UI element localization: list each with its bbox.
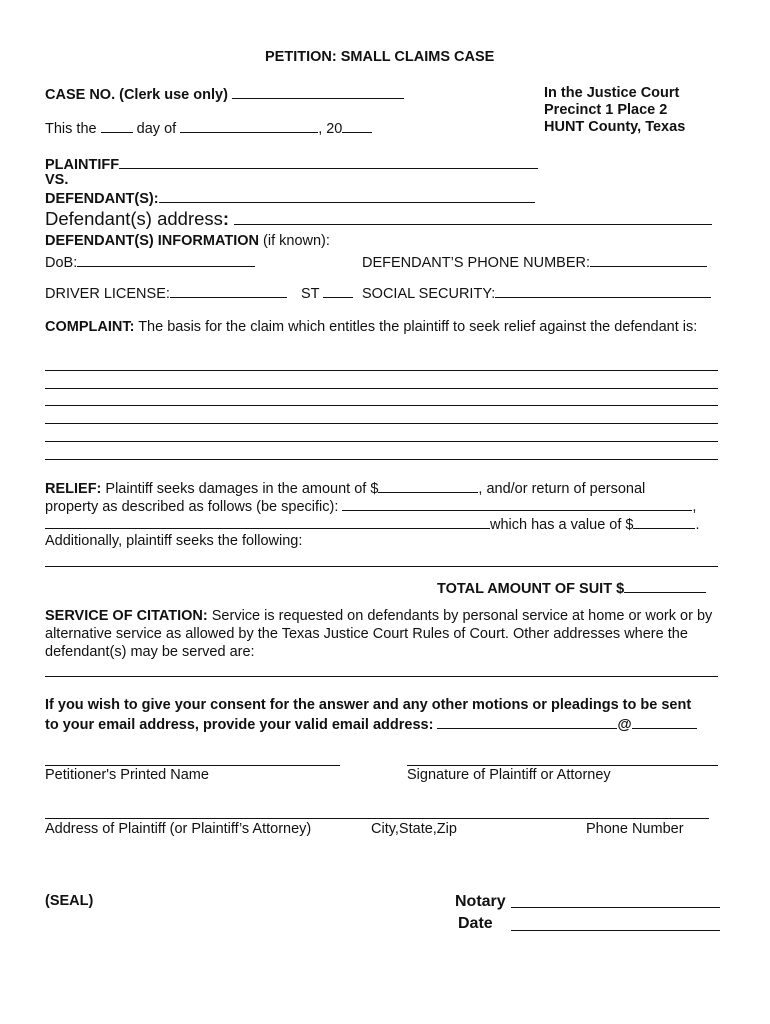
total-amount-field[interactable] bbox=[624, 579, 706, 593]
phone-line bbox=[362, 253, 707, 272]
this-the-label: This the bbox=[45, 121, 97, 137]
ssn-line bbox=[362, 284, 711, 303]
defendant-info-heading: DEFENDANT(S) INFORMATION (if known): bbox=[45, 233, 330, 249]
complaint-text: The basis for the claim which entitles the plaintiff to seek relief against the defendant is: bbox=[134, 319, 698, 335]
printed-name-label: Petitioner's Printed Name bbox=[45, 767, 209, 783]
vs-label: VS. bbox=[45, 172, 69, 188]
court-line-3: HUNT County, Texas bbox=[544, 119, 686, 135]
day-of-label: day of bbox=[136, 121, 177, 137]
defendants-label: DEFENDANT(S): bbox=[45, 191, 159, 207]
day-field[interactable] bbox=[101, 119, 133, 133]
phone-field[interactable] bbox=[590, 253, 707, 267]
complaint-line-1[interactable] bbox=[45, 370, 718, 371]
service-label: SERVICE OF CITATION: bbox=[45, 608, 208, 624]
license-line bbox=[45, 284, 287, 303]
ssn-field[interactable] bbox=[495, 284, 711, 298]
date-label: Date bbox=[458, 915, 493, 932]
dob-field[interactable] bbox=[77, 253, 255, 267]
damages-amount-field[interactable] bbox=[378, 479, 478, 493]
court-line-1: In the Justice Court bbox=[544, 85, 680, 101]
complaint-line-4[interactable] bbox=[45, 423, 718, 424]
notary-field[interactable] bbox=[511, 907, 720, 908]
defendant-address-line: Defendant(s) address: bbox=[45, 207, 712, 230]
service-text: Service is requested on defendants by personal service at home or work or by alternative service as allowed by the Texas Justice Court Rules of Court. Other addresses where the defendant(s) may be served are: bbox=[45, 608, 713, 660]
signature-line[interactable] bbox=[407, 765, 718, 766]
page-title: PETITION: SMALL CLAIMS CASE bbox=[265, 49, 495, 65]
relief-line-3: which has a value of $ . bbox=[45, 515, 700, 534]
relief-line-2: property as described as follows (be specific): , bbox=[45, 499, 697, 515]
dob-line bbox=[45, 253, 255, 272]
defendant-address-label: Defendant(s) address bbox=[45, 208, 223, 229]
complaint-paragraph bbox=[45, 318, 725, 336]
ssn-label: SOCIAL SECURITY: bbox=[362, 286, 496, 302]
plaintiff-field[interactable] bbox=[119, 155, 538, 169]
month-field[interactable] bbox=[180, 119, 318, 133]
dob-label: DoB: bbox=[45, 255, 78, 271]
st-field[interactable] bbox=[323, 284, 353, 298]
phone-label: DEFENDANT’S PHONE NUMBER: bbox=[362, 255, 590, 271]
additional-relief-line[interactable] bbox=[45, 566, 718, 567]
city-state-zip-label: City,State,Zip bbox=[371, 821, 457, 837]
address-label: Address of Plaintiff (or Plaintiff’s Attorney) bbox=[45, 821, 312, 837]
printed-name-line[interactable] bbox=[45, 765, 340, 766]
relief-label: RELIEF: bbox=[45, 481, 102, 497]
email-user-field[interactable] bbox=[437, 715, 617, 729]
total-label: TOTAL AMOUNT OF SUIT $ bbox=[437, 581, 625, 597]
complaint-line-2[interactable] bbox=[45, 388, 718, 389]
phone-number-label: Phone Number bbox=[586, 821, 684, 837]
license-label: DRIVER LICENSE: bbox=[45, 286, 170, 302]
st-line bbox=[301, 284, 353, 303]
consent-line-2: to your email address, provide your valid email address: @ bbox=[45, 715, 697, 734]
court-line-2: Precinct 1 Place 2 bbox=[544, 102, 668, 118]
complaint-line-3[interactable] bbox=[45, 405, 718, 406]
case-no-line bbox=[45, 85, 404, 104]
complaint-label: COMPLAINT: bbox=[45, 319, 135, 335]
license-field[interactable] bbox=[170, 284, 287, 298]
case-no-field[interactable] bbox=[232, 85, 404, 99]
email-domain-field[interactable] bbox=[632, 715, 697, 729]
consent-line-1: If you wish to give your consent for the answer and any other motions or pleadings to be sent bbox=[45, 697, 692, 713]
year-prefix: , 20 bbox=[318, 121, 343, 137]
additionally-label: Additionally, plaintiff seeks the following: bbox=[45, 533, 303, 549]
service-address-line[interactable] bbox=[45, 676, 718, 677]
defendants-field[interactable] bbox=[159, 189, 535, 203]
plaintiff-label: PLAINTIFF bbox=[45, 157, 120, 173]
year-field[interactable] bbox=[342, 119, 372, 133]
total-line bbox=[437, 579, 706, 598]
complaint-line-5[interactable] bbox=[45, 441, 718, 442]
complaint-line-6[interactable] bbox=[45, 459, 718, 460]
address-line[interactable] bbox=[45, 818, 709, 819]
defendants-line bbox=[45, 189, 535, 208]
st-label: ST bbox=[301, 286, 320, 302]
plaintiff-line bbox=[45, 155, 538, 174]
date-line bbox=[45, 119, 372, 138]
relief-line-1: RELIEF: Plaintiff seeks damages in the amount of $ , and/or return of personal bbox=[45, 481, 646, 497]
defendant-address-field[interactable] bbox=[234, 207, 712, 225]
notary-label: Notary bbox=[455, 893, 506, 910]
property-field[interactable] bbox=[342, 497, 692, 511]
property-continued-field[interactable] bbox=[45, 515, 490, 529]
property-value-field[interactable] bbox=[633, 515, 695, 529]
seal-label: (SEAL) bbox=[45, 893, 94, 909]
date-field[interactable] bbox=[511, 930, 720, 931]
case-no-label: CASE NO. (Clerk use only) bbox=[45, 87, 228, 103]
signature-label: Signature of Plaintiff or Attorney bbox=[407, 767, 611, 783]
service-paragraph bbox=[45, 607, 730, 661]
